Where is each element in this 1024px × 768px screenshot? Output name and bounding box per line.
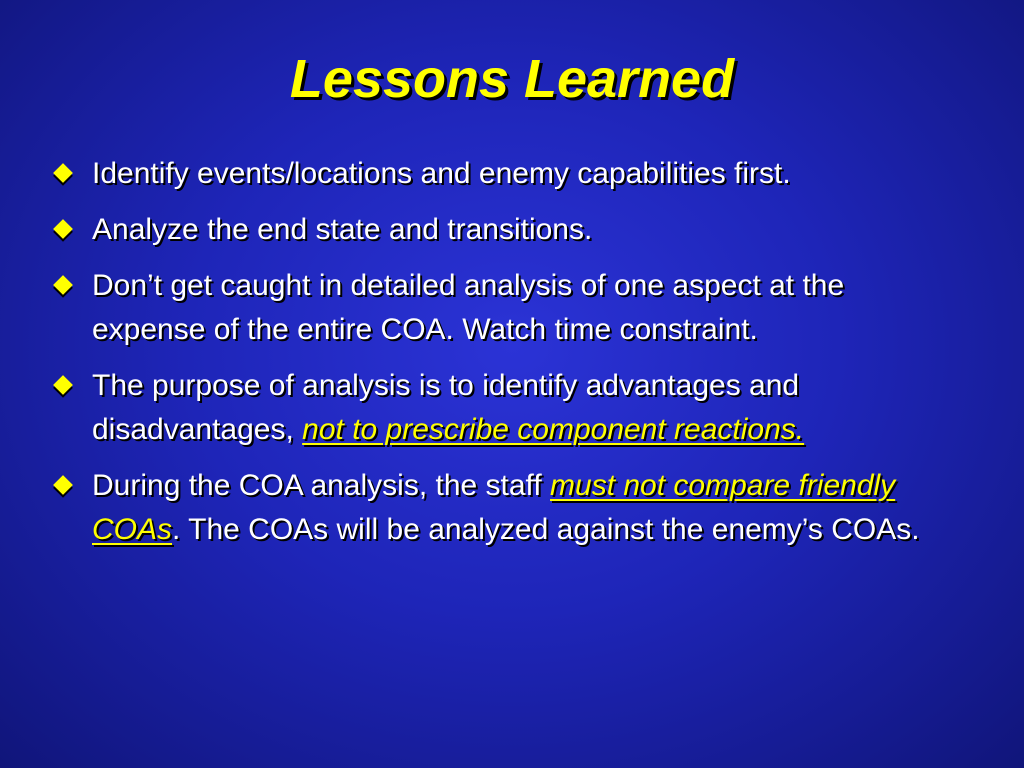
diamond-bullet-icon: [53, 475, 73, 495]
diamond-bullet-icon: [53, 275, 73, 295]
bullet-item: [54, 464, 964, 552]
bullet-list: [54, 152, 964, 564]
bullet-highlight: not to prescribe component reactions.: [302, 413, 805, 446]
bullet-text: Don’t get caught in detailed analysis of one aspect at the expense of the entire COA. Watch time constraint.: [92, 269, 845, 346]
bullet-text: Identify events/locations and enemy capabilities first.: [92, 157, 791, 190]
bullet-item: [54, 364, 964, 452]
bullet-text: Analyze the end state and transitions.: [92, 213, 593, 246]
slide-title: Lessons Learned: [289, 49, 735, 109]
bullet-highlight: must not compare friendly COAs: [92, 469, 896, 546]
bullet-text-after: . The COAs will be analyzed against the enemy’s COAs.: [172, 513, 920, 546]
bullet-text: During the COA analysis, the staff: [92, 469, 551, 502]
diamond-bullet-icon: [53, 375, 73, 395]
diamond-bullet-icon: [53, 163, 73, 183]
bullet-item: [54, 152, 964, 196]
bullet-item: [54, 264, 964, 352]
bullet-item: [54, 208, 964, 252]
bullet-text: The purpose of analysis is to identify advantages and disadvantages,: [92, 369, 800, 446]
diamond-bullet-icon: [53, 219, 73, 239]
